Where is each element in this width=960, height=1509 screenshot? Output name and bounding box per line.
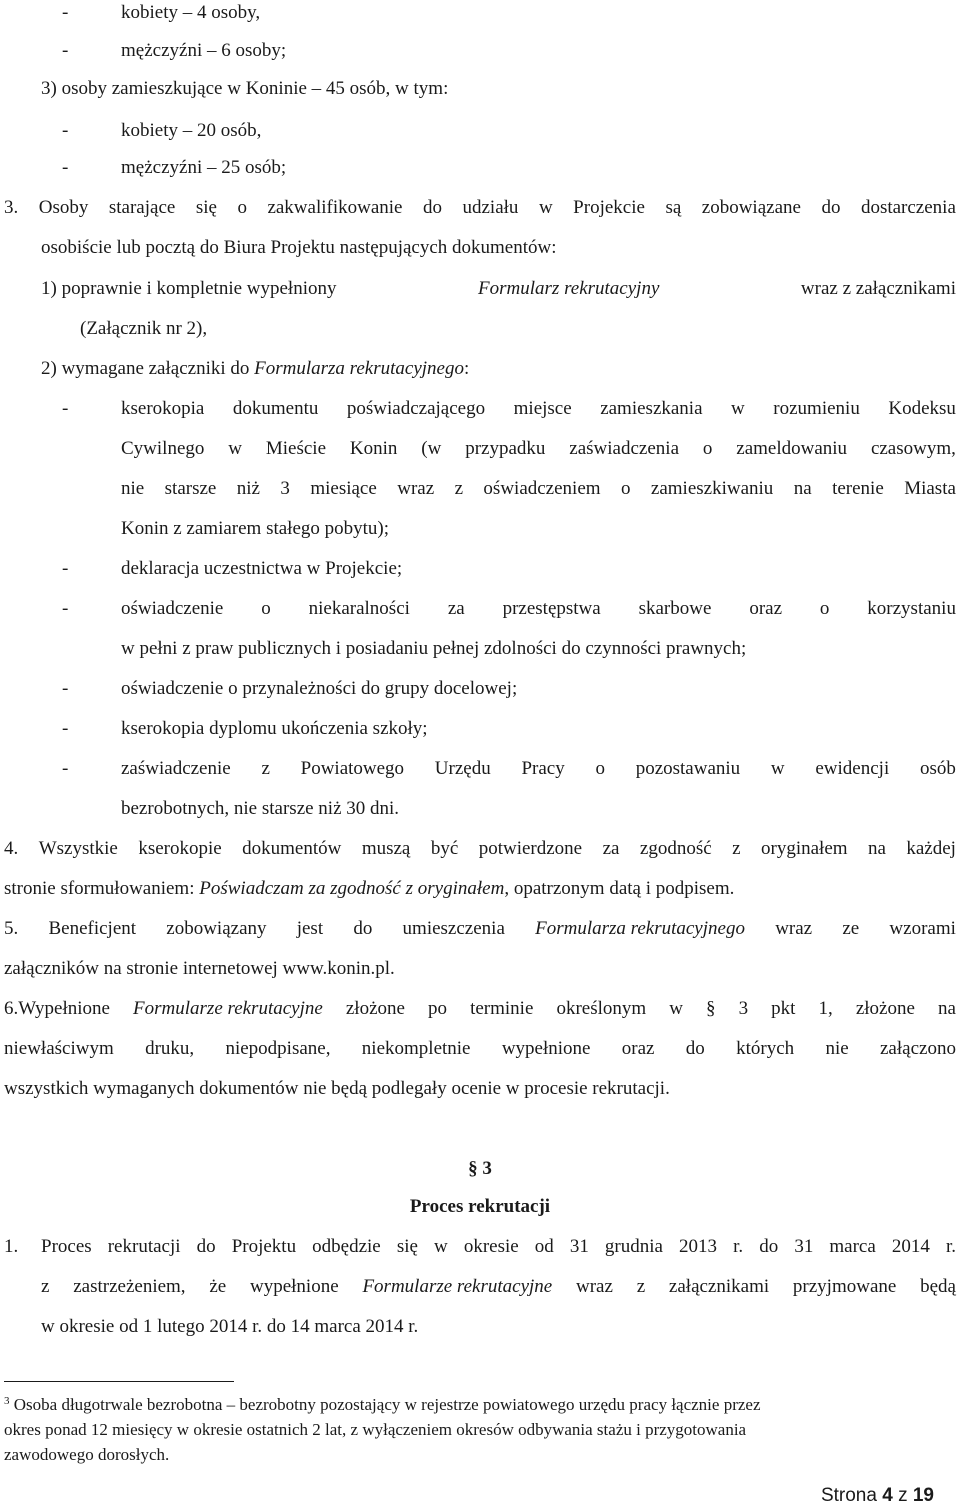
word: w [669,998,683,1019]
sec3-point-1-words [41,276,956,302]
footnote-text: Osoba długotrwale bezrobotna – bezrobotny pozostający w rejestrze powiatowego urzędu pracy łącznie przez [9,1395,761,1414]
word: grudnia [604,1236,663,1257]
word: niekaralności [308,598,410,619]
paragraph-text: Konin z zamiarem stałego pobytu); [121,518,390,539]
word: załączono [880,1038,956,1059]
proc-line-1 [0,1234,960,1260]
sec6-line-1 [0,996,960,1022]
word: że [209,1276,227,1297]
word: korzystaniu [867,598,956,619]
certification-phrase: Poświadczam za zgodność z oryginałem [199,878,505,899]
paragraph-text: w okresie od 1 lutego 2014 r. do 14 marca 2014 r. [41,1316,419,1337]
word: złożone [345,998,405,1019]
word: w [228,438,242,459]
word: zameldowaniu [736,438,848,459]
form-name: Formularze rekrutacyjne [133,998,323,1019]
word: pkt [771,998,796,1019]
word: określonym [556,998,647,1019]
list-item-text: mężczyźni – 25 osób; [121,157,287,178]
word: muszą [361,838,411,859]
section-title: Proces rekrutacji [409,1196,551,1217]
word: osób [919,758,956,779]
section-heading-title [0,1194,960,1220]
word: zamieszkiwaniu [650,478,774,499]
word: 3 [280,478,290,499]
word: 2013 [679,1236,718,1257]
word: r. [945,1236,956,1257]
word: Miasta [904,478,956,499]
word: ze [842,918,860,939]
form-name: Formularza rekrutacyjnego [535,918,745,939]
dash-marker: - [62,120,69,141]
sec3-line-2 [0,235,960,261]
word: 31 [569,1236,589,1257]
sec5-line-1 [0,916,960,942]
word: rozumieniu [773,398,860,419]
paragraph-text: bezrobotnych, nie starsze niż 30 dni. [121,798,400,819]
list-item-text: mężczyźni – 6 osoby; [121,40,287,61]
paragraph-text: w pełni z praw publicznych i posiadaniu pełnej zdolności do czynności prawnych; [121,638,747,659]
word: 3. [4,197,19,218]
footnote-line-2 [4,1419,746,1441]
word: dokumentu [232,398,319,419]
word: (w [421,438,442,459]
sec3-point-1 [0,276,960,302]
proc-line-3 [0,1314,960,1340]
word: Osoby [38,197,89,218]
word: 31 [794,1236,814,1257]
word: Cywilnego [121,438,205,459]
word: § [706,998,716,1019]
word: miesiące [310,478,377,499]
doc-item-5 [0,716,960,742]
footnote-text: zawodowego dorosłych. [4,1445,170,1464]
page-total: 19 [912,1485,934,1506]
sec3-line-1-words [4,195,956,221]
sec6-line-2-words [4,1036,956,1062]
word: których [736,1038,795,1059]
word: załącznikami [668,1276,770,1297]
word: Pracy [521,758,565,779]
word: oraz [749,598,783,619]
section-heading-number [0,1156,960,1182]
dash-marker: - [62,718,69,739]
dash-marker: - [62,678,69,699]
footnote-text: okres ponad 12 miesięcy w okresie ostatnich 2 lat, z wyłączeniem okresów odbywania stażu i przygotowania [4,1420,747,1439]
doc-item-1-line-3 [0,476,960,502]
word: do [821,197,841,218]
word: wraz [397,478,435,499]
word: na [937,998,956,1019]
word: 5. [4,918,19,939]
dash-marker: - [62,398,69,419]
paragraph-text: (Załącznik nr 2), [80,318,208,339]
word: Konin [349,438,398,459]
sec6-line-3 [0,1076,960,1102]
word: wraz [576,1276,613,1297]
word: marca [829,1236,876,1257]
list-item-kobiety-4 [0,0,960,26]
doc-item-3-line-1 [0,596,960,622]
word: zobowiązane [701,197,801,218]
word: przypadku [465,438,546,459]
paragraph-text: deklaracja uczestnictwa w Projekcie; [121,558,403,579]
word: niewłaściwym [4,1038,114,1059]
word: czasowym, [870,438,956,459]
word: oświadczenie [121,598,224,619]
sec4-line-1 [0,836,960,862]
word: pozostawaniu [635,758,741,779]
sec6-line-2 [0,1036,960,1062]
word: zaświadczenia [569,438,680,459]
word: do [685,1038,705,1059]
doc-item-words [121,476,956,502]
word: oświadczeniem [483,478,601,499]
list-item-mezczyzni-6 [0,38,960,64]
word: wraz [775,918,813,939]
word: za [602,838,620,859]
word: w [538,197,553,218]
word: do [759,1236,779,1257]
word: Projekcie [573,197,645,218]
word: o [237,197,247,218]
word: za [447,598,465,619]
word: Powiatowego [300,758,405,779]
word: zgodność [639,838,712,859]
page-number [821,1483,934,1509]
sec5-line-1-words [4,916,956,942]
word: Urzędu [434,758,491,779]
word: dokumentów [242,838,342,859]
paragraph-text: wszystkich wymaganych dokumentów nie będą podlegały ocenie w procesie rekrutacji. [4,1078,670,1099]
doc-item-1-line-1 [0,396,960,422]
word: udziału [462,197,519,218]
paragraph-text: oświadczenie o przynależności do grupy docelowej; [121,678,518,699]
page-label: Strona [820,1485,877,1506]
text-run: wraz z załącznikami [800,278,956,299]
text-run: : [464,358,470,379]
word: są [665,197,682,218]
word: się [396,1236,418,1257]
sec6-line-1-words [4,996,956,1022]
word: do [423,197,442,218]
dash-marker: - [62,598,69,619]
doc-item-2 [0,556,960,582]
word: w [731,398,745,419]
word: wypełnione [501,1038,591,1059]
word: o [819,598,830,619]
paragraph-text [41,356,469,382]
word: ewidencji [815,758,890,779]
list-item-mezczyzni-25 [0,155,960,181]
word: oryginałem [761,838,848,859]
doc-item-1-line-4 [0,516,960,542]
word: w [770,758,785,779]
list-item-konin-residents [0,76,960,102]
word: Mieście [265,438,327,459]
footnote-line-3 [4,1444,169,1466]
doc-item-3-line-2 [0,636,960,662]
list-item-text: kobiety – 20 osób, [121,120,262,141]
form-name: Formularza rekrutacyjnego [254,358,464,379]
page-of: z [898,1485,908,1506]
word: kserokopie [138,838,222,859]
list-item-text: 3) osoby zamieszkujące w Koninie – 45 osób, w tym: [41,78,449,99]
word: na [793,478,812,499]
word: być [430,838,459,859]
word: odbędzie [312,1236,381,1257]
sec4-line-1-words [4,836,956,862]
word: do [196,1236,216,1257]
section-number: § 3 [468,1158,492,1179]
word: się [195,197,217,218]
text-run: stronie sformułowaniem: [4,878,200,899]
word: nie [121,478,145,499]
word: o [261,598,271,619]
word: terminie [470,998,534,1019]
paragraph-text: kserokopia dyplomu ukończenia szkoły; [121,718,428,739]
word: kserokopia [121,398,205,419]
word: każdej [906,838,956,859]
word: Beneficjent [48,918,137,939]
form-name: Formularz rekrutacyjny [478,278,660,299]
sec3-line-1 [0,195,960,221]
proc-line-2 [0,1274,960,1300]
word: przestępstwa [502,598,601,619]
word: zamieszkania [600,398,703,419]
footnote-separator [4,1381,234,1382]
word: z [454,478,463,499]
word: 6.Wypełnione [4,998,110,1019]
word: niż [236,478,260,499]
word: miejsce [513,398,572,419]
word: potwierdzone [478,838,583,859]
paragraph-text: załączników na stronie internetowej www.konin.pl. [4,958,395,979]
paragraph-text: osobiście lub pocztą do Biura Projektu następujących dokumentów: [41,237,557,258]
sec5-line-2 [0,956,960,982]
sec3-point-2 [0,356,960,382]
word: wypełnione [250,1276,339,1297]
word: przyjmowane [792,1276,897,1297]
dash-marker: - [62,2,69,23]
text-run: , opatrzonym datą i podpisem. [504,878,735,899]
word: zaświadczenie [121,758,231,779]
dash-marker: - [62,157,69,178]
word: Projektu [231,1236,297,1257]
footnote-mark: 3 [4,1395,10,1407]
word: jest [296,918,324,939]
dash-marker: - [62,558,69,579]
word: po [428,998,448,1019]
doc-item-6-line-2 [0,796,960,822]
word: nie [825,1038,849,1059]
text-run: 1) poprawnie i kompletnie wypełniony [41,278,337,299]
word: 4. [4,838,19,859]
word: z [732,838,741,859]
doc-item-words [121,596,956,622]
dash-marker: - [62,40,69,61]
sec3-point-1-cont [0,316,960,342]
word: zakwalifikowanie [267,197,403,218]
word: o [595,758,605,779]
list-item-text: kobiety – 4 osoby, [121,2,261,23]
doc-item-4 [0,676,960,702]
word: z [41,1276,50,1297]
word: Proces [41,1236,92,1257]
doc-item-words [121,396,956,422]
word: okresie [463,1236,519,1257]
word: Kodeksu [888,398,956,419]
doc-item-1-line-2 [0,436,960,462]
text-run: 2) wymagane załączniki do [41,358,250,379]
word: Wszystkie [38,838,118,859]
word: do [353,918,373,939]
list-item-kobiety-20 [0,118,960,144]
word: z [636,1276,646,1297]
doc-item-6-line-1 [0,756,960,782]
word: niepodpisane, [225,1038,331,1059]
word: r. [733,1236,744,1257]
dash-marker: - [62,758,69,779]
proc-line-1-words [41,1234,956,1260]
footnote-line-1 [4,1394,761,1416]
word: 1, [818,998,833,1019]
word: z [261,758,270,779]
word: poświadczającego [346,398,486,419]
word: 3 [738,998,749,1019]
word: umieszczenia [402,918,505,939]
word: wzorami [889,918,956,939]
word: zobowiązany [166,918,267,939]
word: druku, [145,1038,195,1059]
word: skarbowe [638,598,712,619]
doc-item-words [121,436,956,462]
word: terenie [832,478,884,499]
paragraph-text [4,876,734,902]
doc-item-words [121,756,956,782]
word: o [702,438,713,459]
form-name: Formularze rekrutacyjne [362,1276,553,1297]
word: rekrutacji [107,1236,181,1257]
word: od [534,1236,554,1257]
word: będą [920,1276,956,1297]
word: 2014 [891,1236,930,1257]
sec4-line-2 [0,876,960,902]
proc-line-2-words [41,1274,956,1300]
word: na [867,838,886,859]
word: oraz [621,1038,655,1059]
word: złożone [855,998,915,1019]
word: o [620,478,631,499]
word: niekompletnie [361,1038,471,1059]
word: starsze [164,478,217,499]
word: zastrzeżeniem, [73,1276,186,1297]
word: starające [108,197,176,218]
word: w [434,1236,448,1257]
item-number: 1. [4,1236,19,1257]
page-current: 4 [882,1485,893,1506]
word: dostarczenia [860,197,956,218]
